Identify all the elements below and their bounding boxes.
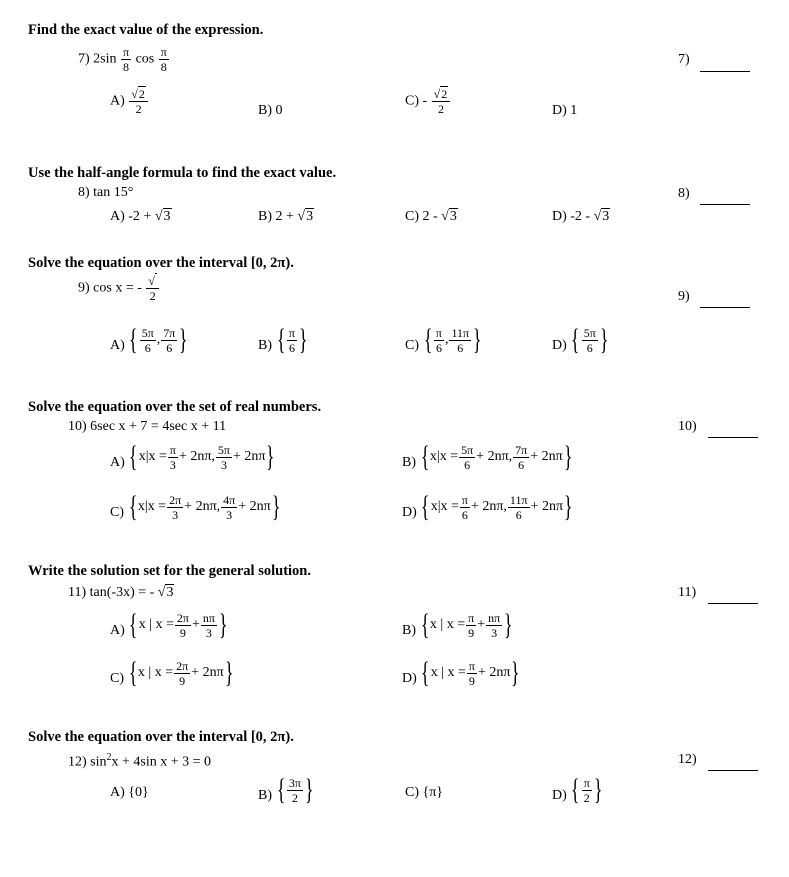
- q7-choice-a[interactable]: A) $\frac{√2}{2}$: [110, 88, 149, 115]
- answer-blank-9[interactable]: [700, 307, 750, 308]
- q8-choice-c[interactable]: C) 2 - √3: [405, 209, 457, 224]
- q9-choice-d[interactable]: D) { $\frac{5\pi}{6}$ }: [552, 323, 609, 356]
- q8-choice-d[interactable]: D) -2 - √3: [552, 209, 610, 224]
- answer-blank-11[interactable]: [708, 603, 758, 604]
- answer-number-9: 9): [678, 289, 690, 304]
- q11-choice-a[interactable]: A) { x | x = $\frac{2\pi}{9}$ + $\frac{n\pi}{3}$ }: [110, 608, 228, 641]
- q9-choice-c[interactable]: C) { $\frac{\pi}{6}$ , $\frac{11\pi}{6}$ }: [405, 323, 482, 356]
- section-heading-interval-1: Solve the equation over the interval [0, 2π).: [28, 255, 294, 271]
- question-12: 12) $\sin^2x + 4\sin$ x + 3 = 0: [68, 752, 212, 770]
- answer-number-11: 11): [678, 585, 697, 600]
- answer-number-7: 7): [678, 52, 690, 67]
- q11-choice-b[interactable]: B) { x | x = $\frac{\pi}{9}$ + $\frac{n\pi}{3}$ }: [402, 608, 513, 641]
- q7-choice-b[interactable]: B) 0: [258, 103, 283, 118]
- answer-number-12: 12): [678, 752, 697, 767]
- q10-choice-b[interactable]: B) { x|x = $\frac{5\pi}{6}$ + 2nπ, $\frac{7\pi}{6}$ + 2nπ }: [402, 440, 573, 473]
- q7-choice-d[interactable]: D) 1: [552, 103, 578, 118]
- section-heading-interval-2: Solve the equation over the interval [0, 2π).: [28, 729, 294, 745]
- answer-blank-8[interactable]: [700, 204, 750, 205]
- answer-number-10: 10): [678, 419, 697, 434]
- q10-choice-a[interactable]: A) { x|x = $\frac{\pi}{3}$ + 2nπ, $\frac{5\pi}{3}$ + 2nπ }: [110, 440, 275, 473]
- q8-choice-a[interactable]: A) -2 + √3: [110, 209, 171, 224]
- q7-choice-c[interactable]: C) - $\frac{√2}{2}$: [405, 88, 451, 115]
- q9-choice-b[interactable]: B) { $\frac{\pi}{6}$ }: [258, 323, 308, 356]
- q12-choice-a[interactable]: A) {0}: [110, 785, 149, 800]
- q12-choice-d[interactable]: D) { $\frac{\pi}{2}$ }: [552, 773, 603, 806]
- q10-choice-c[interactable]: C) { x|x = $\frac{2\pi}{3}$ + 2nπ, $\frac{4\pi}{3}$ + 2nπ }: [110, 490, 281, 523]
- q9-choice-a[interactable]: A) { $\frac{5\pi}{6}$ , $\frac{7\pi}{6}$ }: [110, 323, 188, 356]
- answer-blank-7[interactable]: [700, 71, 750, 72]
- question-11: 11) tan(-3x) = - √3: [68, 585, 174, 600]
- question-8: 8) tan 15°: [78, 185, 134, 200]
- answer-blank-10[interactable]: [708, 437, 758, 438]
- question-10: 10) 6sec x + 7 = 4sec x + 11: [68, 419, 227, 434]
- answer-blank-12[interactable]: [708, 770, 758, 771]
- section-heading-exact-value: Find the exact value of the expression.: [28, 22, 264, 38]
- answer-number-8: 8): [678, 186, 690, 201]
- question-7: 7) 2sin $\frac{\pi}{8}$ cos $\frac{\pi}{8}$: [78, 45, 167, 74]
- q12-choice-b[interactable]: B) { $\frac{3\pi}{2}$ }: [258, 773, 314, 806]
- q10-choice-d[interactable]: D) { x|x = $\frac{\pi}{6}$ + 2nπ, $\frac{11\pi}{6}$ + 2nπ }: [402, 490, 573, 523]
- q11-choice-d[interactable]: D) { x | x = $\frac{\pi}{9}$ + 2nπ }: [402, 656, 520, 689]
- section-heading-real-numbers: Solve the equation over the set of real numbers.: [28, 399, 322, 415]
- q12-choice-c[interactable]: C) {π}: [405, 785, 444, 800]
- section-heading-half-angle: Use the half-angle formula to find the exact value.: [28, 165, 337, 181]
- q8-choice-b[interactable]: B) 2 + √3: [258, 209, 314, 224]
- section-heading-general-solution: Write the solution set for the general solution.: [28, 563, 311, 579]
- question-9: 9) cos x = - $\frac{√}{2}$: [78, 275, 160, 302]
- q11-choice-c[interactable]: C) { x | x = $\frac{2\pi}{9}$ + 2nπ }: [110, 656, 234, 689]
